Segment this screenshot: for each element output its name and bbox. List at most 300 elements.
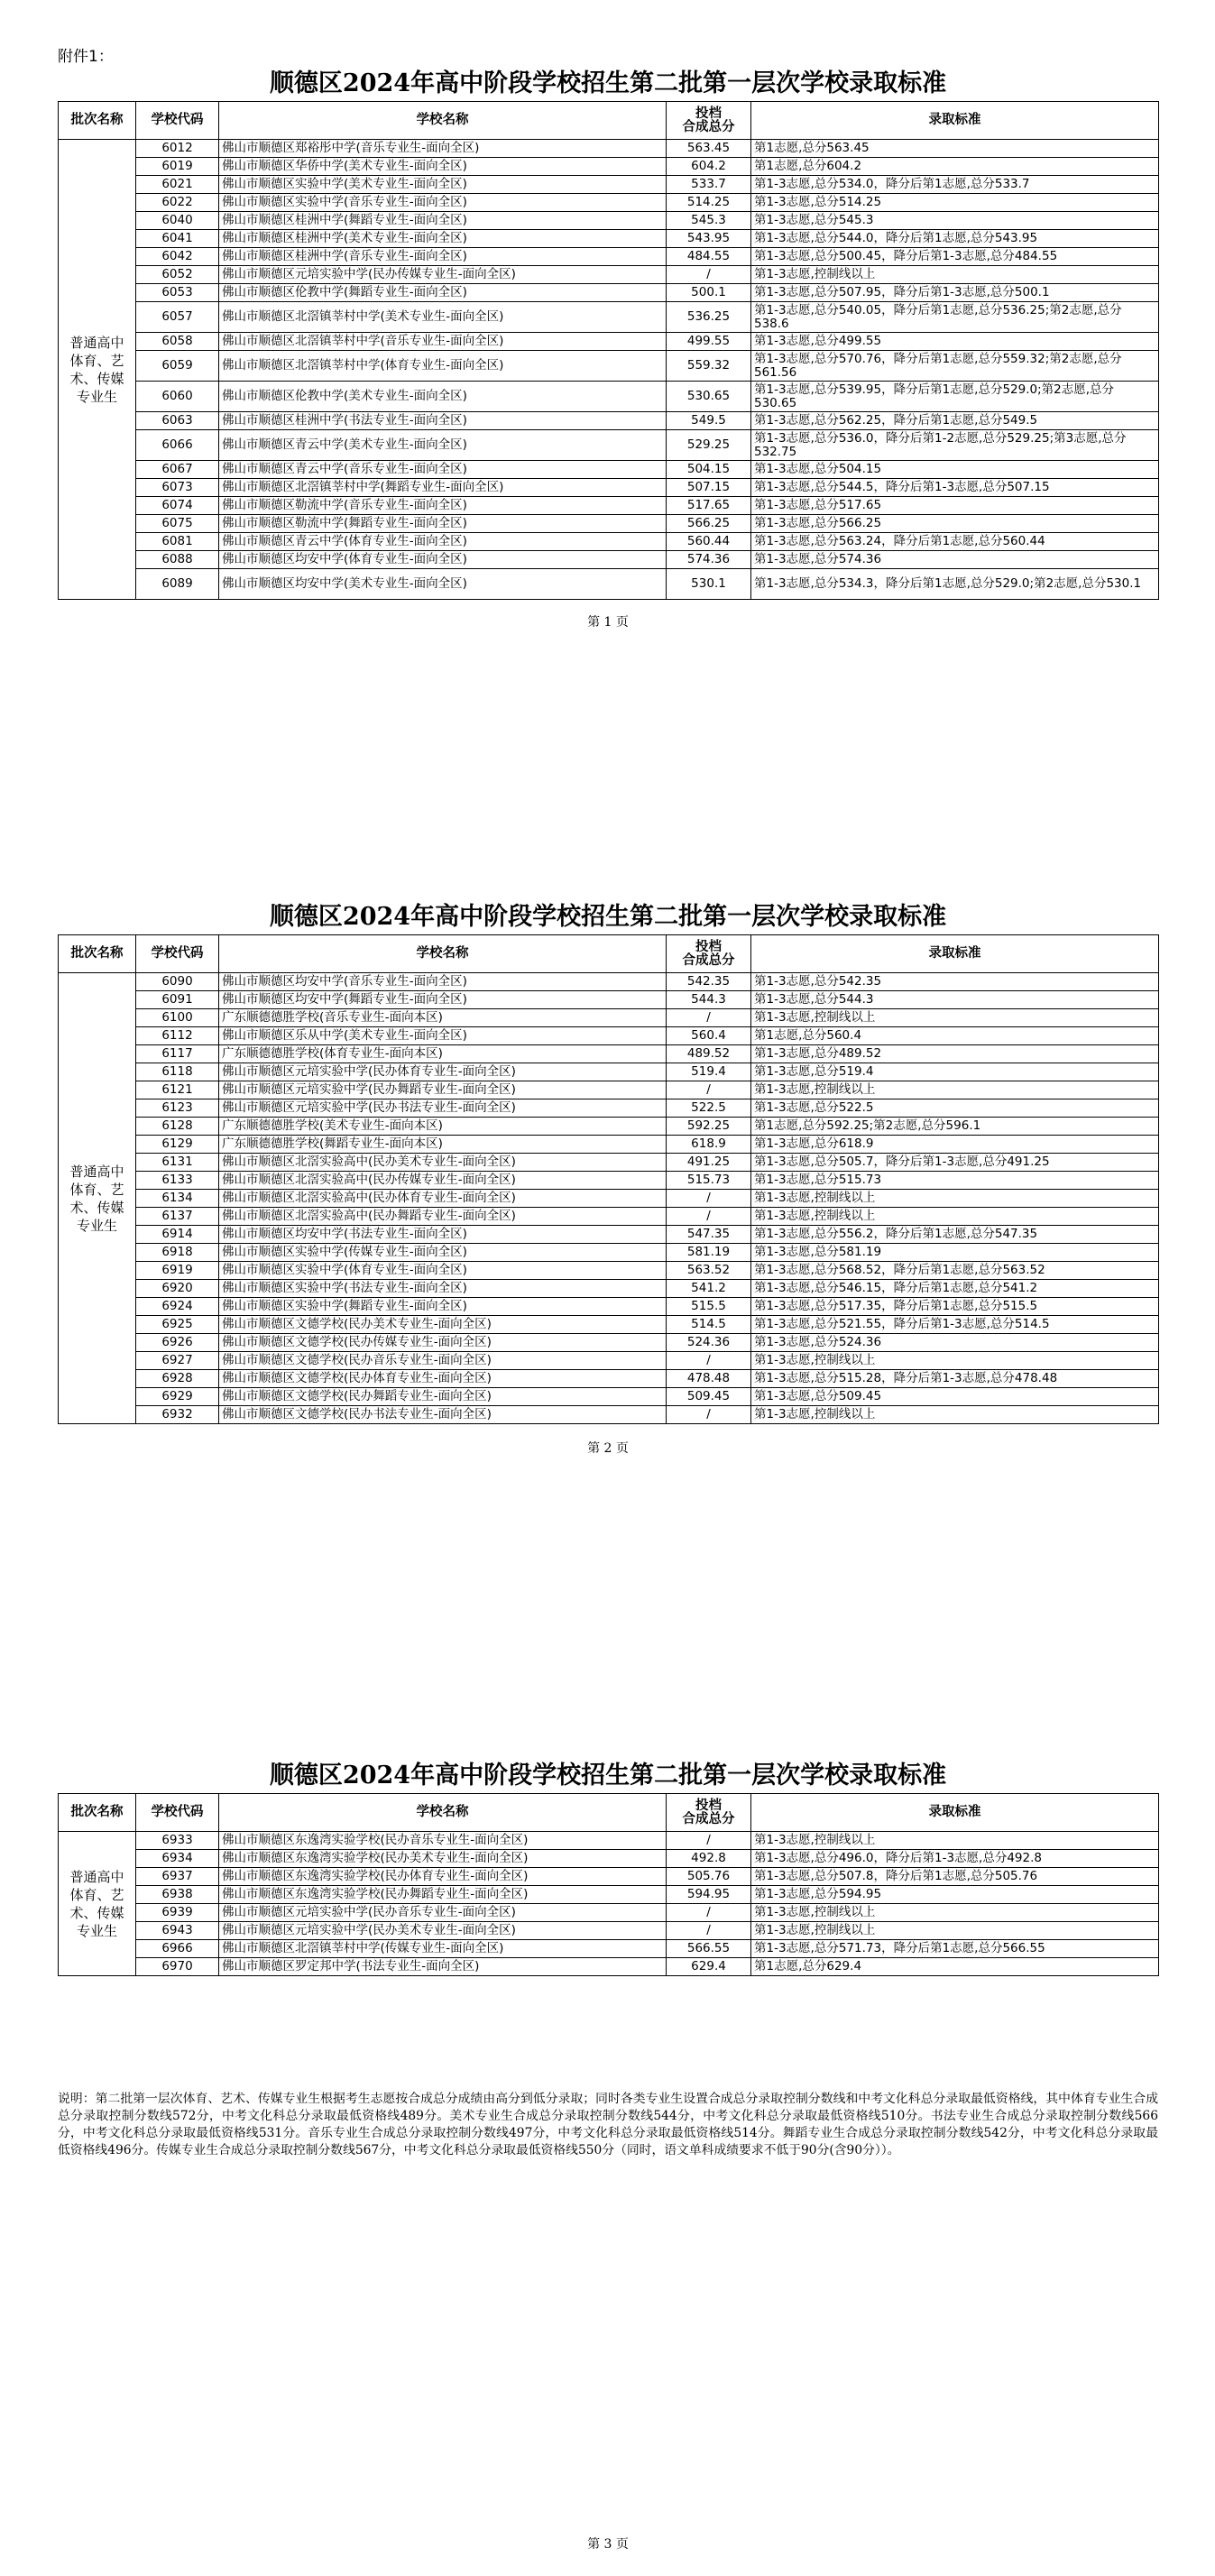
- school-code: 6089: [136, 569, 219, 600]
- school-code: 6128: [136, 1118, 219, 1136]
- admission-standard: 第1-3志愿,总分540.05，降分后第1志愿,总分536.25;第2志愿,总分538.6: [751, 302, 1159, 333]
- school-code: 6970: [136, 1958, 219, 1976]
- table-row: [59, 382, 1159, 412]
- table-row: [59, 1850, 1159, 1868]
- total-score: 547.35: [667, 1226, 751, 1244]
- admission-standard: 第1-3志愿,总分522.5: [751, 1099, 1159, 1118]
- admission-standard: 第1-3志愿,总分545.3: [751, 212, 1159, 230]
- table-row: [59, 230, 1159, 248]
- school-code: 6920: [136, 1280, 219, 1298]
- total-score: 489.52: [667, 1045, 751, 1063]
- school-name: 佛山市顺德区北滘镇莘村中学(传媒专业生-面向全区): [219, 1940, 667, 1958]
- table-row: [59, 1027, 1159, 1045]
- school-name: 佛山市顺德区文德学校(民办美术专业生-面向全区): [219, 1316, 667, 1334]
- table-row: [59, 1958, 1159, 1976]
- school-name: 佛山市顺德区实验中学(美术专业生-面向全区): [219, 176, 667, 194]
- page-number: 第 2 页: [587, 1441, 629, 1456]
- school-name: 佛山市顺德区北滘实验高中(民办传媒专业生-面向全区): [219, 1172, 667, 1190]
- school-name: 佛山市顺德区罗定邦中学(书法专业生-面向全区): [219, 1958, 667, 1976]
- school-name: 佛山市顺德区文德学校(民办音乐专业生-面向全区): [219, 1352, 667, 1370]
- table-row: [59, 1244, 1159, 1262]
- total-score: 581.19: [667, 1244, 751, 1262]
- school-name: 佛山市顺德区勒流中学(音乐专业生-面向全区): [219, 497, 667, 515]
- table-row: [59, 461, 1159, 479]
- table-row: [59, 1081, 1159, 1099]
- admission-standard: 第1-3志愿,总分568.52，降分后第1志愿,总分563.52: [751, 1262, 1159, 1280]
- table-row: [59, 176, 1159, 194]
- table-row: [59, 497, 1159, 515]
- header-name: 学校名称: [219, 102, 667, 140]
- total-score: 618.9: [667, 1136, 751, 1154]
- admission-standard: 第1-3志愿,总分515.28，降分后第1-3志愿,总分478.48: [751, 1370, 1159, 1388]
- school-code: 6933: [136, 1832, 219, 1850]
- table-row: [59, 1334, 1159, 1352]
- school-name: 佛山市顺德区实验中学(传媒专业生-面向全区): [219, 1244, 667, 1262]
- total-score: 504.15: [667, 461, 751, 479]
- total-score: 536.25: [667, 302, 751, 333]
- school-code: 6131: [136, 1154, 219, 1172]
- admission-standard: 第1-3志愿,总分507.8，降分后第1志愿,总分505.76: [751, 1868, 1159, 1886]
- admission-standard: 第1-3志愿,总分542.35: [751, 973, 1159, 991]
- total-score: 505.76: [667, 1868, 751, 1886]
- school-name: 佛山市顺德区均安中学(体育专业生-面向全区): [219, 551, 667, 569]
- table-row: [59, 1136, 1159, 1154]
- school-code: 6019: [136, 158, 219, 176]
- school-name: 佛山市顺德区桂洲中学(音乐专业生-面向全区): [219, 248, 667, 266]
- page-number: 第 1 页: [587, 615, 629, 630]
- table-row: [59, 1370, 1159, 1388]
- total-score: 592.25: [667, 1118, 751, 1136]
- school-name: 佛山市顺德区元培实验中学(民办音乐专业生-面向全区): [219, 1904, 667, 1922]
- total-score: 566.55: [667, 1940, 751, 1958]
- school-code: 6928: [136, 1370, 219, 1388]
- admission-standard: 第1-3志愿,控制线以上: [751, 266, 1159, 284]
- admission-standard: 第1-3志愿,总分570.76，降分后第1志愿,总分559.32;第2志愿,总分561.56: [751, 351, 1159, 382]
- school-code: 6927: [136, 1352, 219, 1370]
- admission-table: [58, 101, 1159, 600]
- school-code: 6058: [136, 333, 219, 351]
- table-row: [59, 158, 1159, 176]
- school-code: 6914: [136, 1226, 219, 1244]
- total-score: /: [667, 1081, 751, 1099]
- school-name: 佛山市顺德区青云中学(美术专业生-面向全区): [219, 430, 667, 461]
- page-title: 顺德区2024年高中阶段学校招生第二批第一层次学校录取标准: [269, 903, 947, 931]
- school-name: 佛山市顺德区北滘镇莘村中学(舞蹈专业生-面向全区): [219, 479, 667, 497]
- table-row: [59, 1045, 1159, 1063]
- total-score: 559.32: [667, 351, 751, 382]
- total-score: 530.1: [667, 569, 751, 600]
- admission-standard: 第1-3志愿,总分507.95，降分后第1-3志愿,总分500.1: [751, 284, 1159, 302]
- admission-table: [58, 934, 1159, 1424]
- header-standard: 录取标准: [751, 102, 1159, 140]
- table-row: [59, 551, 1159, 569]
- table-header-row: [59, 935, 1159, 973]
- school-name: 佛山市顺德区均安中学(舞蹈专业生-面向全区): [219, 991, 667, 1009]
- school-name: 佛山市顺德区北滘实验高中(民办体育专业生-面向全区): [219, 1190, 667, 1208]
- school-name: 佛山市顺德区北滘镇莘村中学(体育专业生-面向全区): [219, 351, 667, 382]
- table-body: [59, 1832, 1159, 1976]
- school-code: 6112: [136, 1027, 219, 1045]
- header-batch: 批次名称: [59, 102, 136, 140]
- page-title: 顺德区2024年高中阶段学校招生第二批第一层次学校录取标准: [269, 69, 947, 97]
- table-row: [59, 1940, 1159, 1958]
- total-score: 515.73: [667, 1172, 751, 1190]
- admission-standard: 第1-3志愿,总分594.95: [751, 1886, 1159, 1904]
- total-score: /: [667, 1832, 751, 1850]
- admission-standard: 第1-3志愿,总分534.3，降分后第1志愿,总分529.0;第2志愿,总分530.1: [751, 569, 1159, 600]
- admission-standard: 第1-3志愿,总分544.3: [751, 991, 1159, 1009]
- page-number: 第 3 页: [587, 2537, 629, 2552]
- total-score: 542.35: [667, 973, 751, 991]
- table-row: [59, 1280, 1159, 1298]
- school-code: 6943: [136, 1922, 219, 1940]
- table-row: [59, 412, 1159, 430]
- table-header-row: [59, 102, 1159, 140]
- header-code: 学校代码: [136, 935, 219, 973]
- table-row: [59, 1226, 1159, 1244]
- school-code: 6966: [136, 1940, 219, 1958]
- admission-standard: 第1-3志愿,总分618.9: [751, 1136, 1159, 1154]
- table-row: [59, 569, 1159, 600]
- admission-standard: 第1-3志愿,总分514.25: [751, 194, 1159, 212]
- header-batch: 批次名称: [59, 1794, 136, 1832]
- school-code: 6938: [136, 1886, 219, 1904]
- admission-standard: 第1-3志愿,总分519.4: [751, 1063, 1159, 1081]
- table-row: [59, 1154, 1159, 1172]
- school-code: 6137: [136, 1208, 219, 1226]
- total-score: 566.25: [667, 515, 751, 533]
- school-code: 6918: [136, 1244, 219, 1262]
- explanatory-note: 说明：第二批第一层次体育、艺术、传媒专业生根据考生志愿按合成总分成绩由高分到低分录取；同时各类专业生设置合成总分录取控制分数线和中考文化科总分录取最低资格线，其中体育专业生合成总分录取控制分数线572分，中考文化科总分录取最低资格线489分。美术专业生合成总分录取控制分数线544分，中考文化科总分录取最低资格线510分。书法专业生合成总分录取控制分数线566分，中考文化科总分录取最低资格线531分。音乐专业生合成总分录取控制分数线497分，中考文化科总分录取最低资格线514分。舞蹈专业生合成总分录取控制分数线542分，中考文化科总分录取最低资格线496分。传媒专业生合成总分录取控制分数线567分，中考文化科总分录取最低资格线550分（同时，语文单科成绩要求不低于90分(含90分））。: [58, 2092, 1158, 2157]
- table-row: [59, 479, 1159, 497]
- school-name: 佛山市顺德区桂洲中学(舞蹈专业生-面向全区): [219, 212, 667, 230]
- admission-standard: 第1-3志愿,总分539.95，降分后第1志愿,总分529.0;第2志愿,总分530.65: [751, 382, 1159, 412]
- school-name: 佛山市顺德区伦教中学(美术专业生-面向全区): [219, 382, 667, 412]
- admission-standard: 第1-3志愿,控制线以上: [751, 1904, 1159, 1922]
- total-score: 514.25: [667, 194, 751, 212]
- school-name: 佛山市顺德区实验中学(舞蹈专业生-面向全区): [219, 1298, 667, 1316]
- total-score: /: [667, 1190, 751, 1208]
- table-row: [59, 351, 1159, 382]
- total-score: 484.55: [667, 248, 751, 266]
- attachment-label: 附件1：: [58, 48, 114, 66]
- header-code: 学校代码: [136, 1794, 219, 1832]
- total-score: 560.4: [667, 1027, 751, 1045]
- total-score: /: [667, 266, 751, 284]
- header-name: 学校名称: [219, 935, 667, 973]
- total-score: /: [667, 1352, 751, 1370]
- table-row: [59, 1352, 1159, 1370]
- school-code: 6929: [136, 1388, 219, 1406]
- total-score: 499.55: [667, 333, 751, 351]
- school-name: 佛山市顺德区实验中学(书法专业生-面向全区): [219, 1280, 667, 1298]
- school-code: 6063: [136, 412, 219, 430]
- school-code: 6067: [136, 461, 219, 479]
- school-code: 6117: [136, 1045, 219, 1063]
- school-code: 6066: [136, 430, 219, 461]
- school-name: 佛山市顺德区文德学校(民办传媒专业生-面向全区): [219, 1334, 667, 1352]
- table-row: [59, 333, 1159, 351]
- table-row: [59, 1208, 1159, 1226]
- school-code: 6021: [136, 176, 219, 194]
- table-row: [59, 284, 1159, 302]
- total-score: 507.15: [667, 479, 751, 497]
- table-row: [59, 1190, 1159, 1208]
- school-code: 6129: [136, 1136, 219, 1154]
- total-score: 563.52: [667, 1262, 751, 1280]
- header-score: 投档 合成总分: [667, 102, 751, 140]
- school-name: 佛山市顺德区东逸湾实验学校(民办音乐专业生-面向全区): [219, 1832, 667, 1850]
- school-name: 佛山市顺德区勒流中学(舞蹈专业生-面向全区): [219, 515, 667, 533]
- school-name: 佛山市顺德区元培实验中学(民办体育专业生-面向全区): [219, 1063, 667, 1081]
- total-score: 519.4: [667, 1063, 751, 1081]
- table-row: [59, 1118, 1159, 1136]
- school-name: 佛山市顺德区均安中学(美术专业生-面向全区): [219, 569, 667, 600]
- header-standard: 录取标准: [751, 935, 1159, 973]
- table-row: [59, 1009, 1159, 1027]
- school-name: 佛山市顺德区元培实验中学(民办美术专业生-面向全区): [219, 1922, 667, 1940]
- admission-standard: 第1-3志愿,总分546.15，降分后第1志愿,总分541.2: [751, 1280, 1159, 1298]
- table-row: [59, 1262, 1159, 1280]
- total-score: 500.1: [667, 284, 751, 302]
- school-code: 6937: [136, 1868, 219, 1886]
- admission-standard: 第1-3志愿,总分505.7，降分后第1-3志愿,总分491.25: [751, 1154, 1159, 1172]
- school-code: 6090: [136, 973, 219, 991]
- school-name: 佛山市顺德区均安中学(音乐专业生-面向全区): [219, 973, 667, 991]
- total-score: /: [667, 1904, 751, 1922]
- table-row: [59, 1832, 1159, 1850]
- table-row: [59, 1099, 1159, 1118]
- total-score: 515.5: [667, 1298, 751, 1316]
- admission-standard: 第1-3志愿,控制线以上: [751, 1922, 1159, 1940]
- table-row: [59, 1172, 1159, 1190]
- total-score: 543.95: [667, 230, 751, 248]
- admission-standard: 第1-3志愿,控制线以上: [751, 1081, 1159, 1099]
- admission-standard: 第1-3志愿,总分517.35，降分后第1志愿,总分515.5: [751, 1298, 1159, 1316]
- school-code: 6041: [136, 230, 219, 248]
- school-code: 6100: [136, 1009, 219, 1027]
- school-name: 佛山市顺德区东逸湾实验学校(民办美术专业生-面向全区): [219, 1850, 667, 1868]
- school-code: 6919: [136, 1262, 219, 1280]
- table-row: [59, 1063, 1159, 1081]
- admission-standard: 第1-3志愿,控制线以上: [751, 1832, 1159, 1850]
- admission-standard: 第1-3志愿,控制线以上: [751, 1009, 1159, 1027]
- total-score: 514.5: [667, 1316, 751, 1334]
- admission-standard: 第1-3志愿,总分581.19: [751, 1244, 1159, 1262]
- school-name: 佛山市顺德区乐从中学(美术专业生-面向全区): [219, 1027, 667, 1045]
- table-row: [59, 266, 1159, 284]
- table-row: [59, 194, 1159, 212]
- admission-standard: 第1-3志愿,总分517.65: [751, 497, 1159, 515]
- school-code: 6926: [136, 1334, 219, 1352]
- school-name: 佛山市顺德区北滘镇莘村中学(音乐专业生-面向全区): [219, 333, 667, 351]
- table-row: [59, 1886, 1159, 1904]
- total-score: /: [667, 1208, 751, 1226]
- admission-standard: 第1-3志愿,总分500.45，降分后第1-3志愿,总分484.55: [751, 248, 1159, 266]
- school-name: 佛山市顺德区桂洲中学(美术专业生-面向全区): [219, 230, 667, 248]
- table-row: [59, 1904, 1159, 1922]
- school-code: 6118: [136, 1063, 219, 1081]
- header-score: 投档 合成总分: [667, 1794, 751, 1832]
- school-name: 广东顺德德胜学校(舞蹈专业生-面向本区): [219, 1136, 667, 1154]
- header-standard: 录取标准: [751, 1794, 1159, 1832]
- school-name: 佛山市顺德区文德学校(民办书法专业生-面向全区): [219, 1406, 667, 1424]
- admission-standard: 第1志愿,总分560.4: [751, 1027, 1159, 1045]
- admission-standard: 第1-3志愿,总分563.24，降分后第1志愿,总分560.44: [751, 533, 1159, 551]
- total-score: 533.7: [667, 176, 751, 194]
- admission-standard: 第1志愿,总分563.45: [751, 140, 1159, 158]
- admission-standard: 第1-3志愿,控制线以上: [751, 1190, 1159, 1208]
- admission-standard: 第1志愿,总分629.4: [751, 1958, 1159, 1976]
- admission-standard: 第1-3志愿,总分489.52: [751, 1045, 1159, 1063]
- school-code: 6091: [136, 991, 219, 1009]
- total-score: 541.2: [667, 1280, 751, 1298]
- table-header-row: [59, 1794, 1159, 1832]
- header-score: 投档 合成总分: [667, 935, 751, 973]
- admission-standard: 第1-3志愿,总分504.15: [751, 461, 1159, 479]
- admission-standard: 第1-3志愿,总分574.36: [751, 551, 1159, 569]
- admission-standard: 第1-3志愿,控制线以上: [751, 1406, 1159, 1424]
- total-score: 574.36: [667, 551, 751, 569]
- table-row: [59, 1922, 1159, 1940]
- total-score: 549.5: [667, 412, 751, 430]
- admission-standard: 第1-3志愿,总分509.45: [751, 1388, 1159, 1406]
- school-code: 6074: [136, 497, 219, 515]
- table-body: [59, 140, 1159, 600]
- admission-standard: 第1-3志愿,总分496.0，降分后第1-3志愿,总分492.8: [751, 1850, 1159, 1868]
- school-code: 6081: [136, 533, 219, 551]
- admission-standard: 第1-3志愿,总分515.73: [751, 1172, 1159, 1190]
- school-code: 6924: [136, 1298, 219, 1316]
- admission-standard: 第1-3志愿,总分562.25，降分后第1志愿,总分549.5: [751, 412, 1159, 430]
- school-code: 6932: [136, 1406, 219, 1424]
- admission-standard: 第1-3志愿,总分544.0，降分后第1志愿,总分543.95: [751, 230, 1159, 248]
- school-code: 6059: [136, 351, 219, 382]
- admission-standard: 第1-3志愿,控制线以上: [751, 1208, 1159, 1226]
- total-score: 544.3: [667, 991, 751, 1009]
- table-row: [59, 212, 1159, 230]
- school-code: 6075: [136, 515, 219, 533]
- school-name: 佛山市顺德区文德学校(民办体育专业生-面向全区): [219, 1370, 667, 1388]
- total-score: 545.3: [667, 212, 751, 230]
- batch-name-cell: 普通高中体育、艺术、传媒专业生: [59, 140, 136, 600]
- school-code: 6022: [136, 194, 219, 212]
- admission-table: [58, 1793, 1159, 1976]
- total-score: 560.44: [667, 533, 751, 551]
- total-score: 529.25: [667, 430, 751, 461]
- total-score: 478.48: [667, 1370, 751, 1388]
- table-row: [59, 1388, 1159, 1406]
- header-name: 学校名称: [219, 1794, 667, 1832]
- total-score: 491.25: [667, 1154, 751, 1172]
- total-score: 492.8: [667, 1850, 751, 1868]
- table-row: [59, 302, 1159, 333]
- school-name: 广东顺德德胜学校(体育专业生-面向本区): [219, 1045, 667, 1063]
- school-name: 佛山市顺德区均安中学(书法专业生-面向全区): [219, 1226, 667, 1244]
- table-row: [59, 533, 1159, 551]
- school-code: 6088: [136, 551, 219, 569]
- school-name: 佛山市顺德区郑裕彤中学(音乐专业生-面向全区): [219, 140, 667, 158]
- school-name: 佛山市顺德区伦教中学(舞蹈专业生-面向全区): [219, 284, 667, 302]
- admission-standard: 第1志愿,总分592.25;第2志愿,总分596.1: [751, 1118, 1159, 1136]
- school-name: 佛山市顺德区元培实验中学(民办书法专业生-面向全区): [219, 1099, 667, 1118]
- school-code: 6934: [136, 1850, 219, 1868]
- header-code: 学校代码: [136, 102, 219, 140]
- school-name: 佛山市顺德区北滘实验高中(民办美术专业生-面向全区): [219, 1154, 667, 1172]
- school-code: 6057: [136, 302, 219, 333]
- school-name: 佛山市顺德区青云中学(体育专业生-面向全区): [219, 533, 667, 551]
- school-code: 6123: [136, 1099, 219, 1118]
- school-name: 佛山市顺德区北滘实验高中(民办舞蹈专业生-面向全区): [219, 1208, 667, 1226]
- school-name: 佛山市顺德区文德学校(民办舞蹈专业生-面向全区): [219, 1388, 667, 1406]
- table-row: [59, 248, 1159, 266]
- total-score: 517.65: [667, 497, 751, 515]
- table-row: [59, 1298, 1159, 1316]
- table-row: [59, 1868, 1159, 1886]
- total-score: 563.45: [667, 140, 751, 158]
- admission-standard: 第1-3志愿,总分524.36: [751, 1334, 1159, 1352]
- total-score: 524.36: [667, 1334, 751, 1352]
- header-batch: 批次名称: [59, 935, 136, 973]
- admission-standard: 第1-3志愿,总分499.55: [751, 333, 1159, 351]
- table-row: [59, 1316, 1159, 1334]
- school-code: 6052: [136, 266, 219, 284]
- school-code: 6133: [136, 1172, 219, 1190]
- school-name: 佛山市顺德区华侨中学(美术专业生-面向全区): [219, 158, 667, 176]
- total-score: 509.45: [667, 1388, 751, 1406]
- batch-name-cell: 普通高中体育、艺术、传媒专业生: [59, 973, 136, 1424]
- school-code: 6939: [136, 1904, 219, 1922]
- table-body: [59, 973, 1159, 1424]
- page-3: [58, 1759, 1158, 1976]
- school-code: 6073: [136, 479, 219, 497]
- admission-standard: 第1-3志愿,总分534.0，降分后第1志愿,总分533.7: [751, 176, 1159, 194]
- school-name: 佛山市顺德区北滘镇莘村中学(美术专业生-面向全区): [219, 302, 667, 333]
- total-score: 604.2: [667, 158, 751, 176]
- total-score: /: [667, 1922, 751, 1940]
- admission-standard: 第1志愿,总分604.2: [751, 158, 1159, 176]
- admission-standard: 第1-3志愿,控制线以上: [751, 1352, 1159, 1370]
- school-code: 6012: [136, 140, 219, 158]
- total-score: /: [667, 1406, 751, 1424]
- school-name: 佛山市顺德区元培实验中学(民办传媒专业生-面向全区): [219, 266, 667, 284]
- school-name: 佛山市顺德区青云中学(音乐专业生-面向全区): [219, 461, 667, 479]
- table-row: [59, 430, 1159, 461]
- table-row: [59, 140, 1159, 158]
- school-name: 广东顺德德胜学校(音乐专业生-面向本区): [219, 1009, 667, 1027]
- batch-name-cell: 普通高中体育、艺术、传媒专业生: [59, 1832, 136, 1976]
- school-code: 6134: [136, 1190, 219, 1208]
- table-row: [59, 973, 1159, 991]
- school-code: 6060: [136, 382, 219, 412]
- page-2: [58, 900, 1158, 1457]
- table-row: [59, 991, 1159, 1009]
- admission-standard: 第1-3志愿,总分556.2，降分后第1志愿,总分547.35: [751, 1226, 1159, 1244]
- admission-standard: 第1-3志愿,总分544.5，降分后第1-3志愿,总分507.15: [751, 479, 1159, 497]
- school-code: 6925: [136, 1316, 219, 1334]
- school-name: 佛山市顺德区元培实验中学(民办舞蹈专业生-面向全区): [219, 1081, 667, 1099]
- school-name: 广东顺德德胜学校(美术专业生-面向本区): [219, 1118, 667, 1136]
- page-title: 顺德区2024年高中阶段学校招生第二批第一层次学校录取标准: [269, 1762, 947, 1789]
- school-name: 佛山市顺德区东逸湾实验学校(民办体育专业生-面向全区): [219, 1868, 667, 1886]
- admission-standard: 第1-3志愿,总分536.0，降分后第1-2志愿,总分529.25;第3志愿,总分532.75: [751, 430, 1159, 461]
- admission-standard: 第1-3志愿,总分566.25: [751, 515, 1159, 533]
- table-row: [59, 1406, 1159, 1424]
- school-code: 6121: [136, 1081, 219, 1099]
- school-code: 6042: [136, 248, 219, 266]
- school-code: 6040: [136, 212, 219, 230]
- admission-standard: 第1-3志愿,总分521.55，降分后第1-3志愿,总分514.5: [751, 1316, 1159, 1334]
